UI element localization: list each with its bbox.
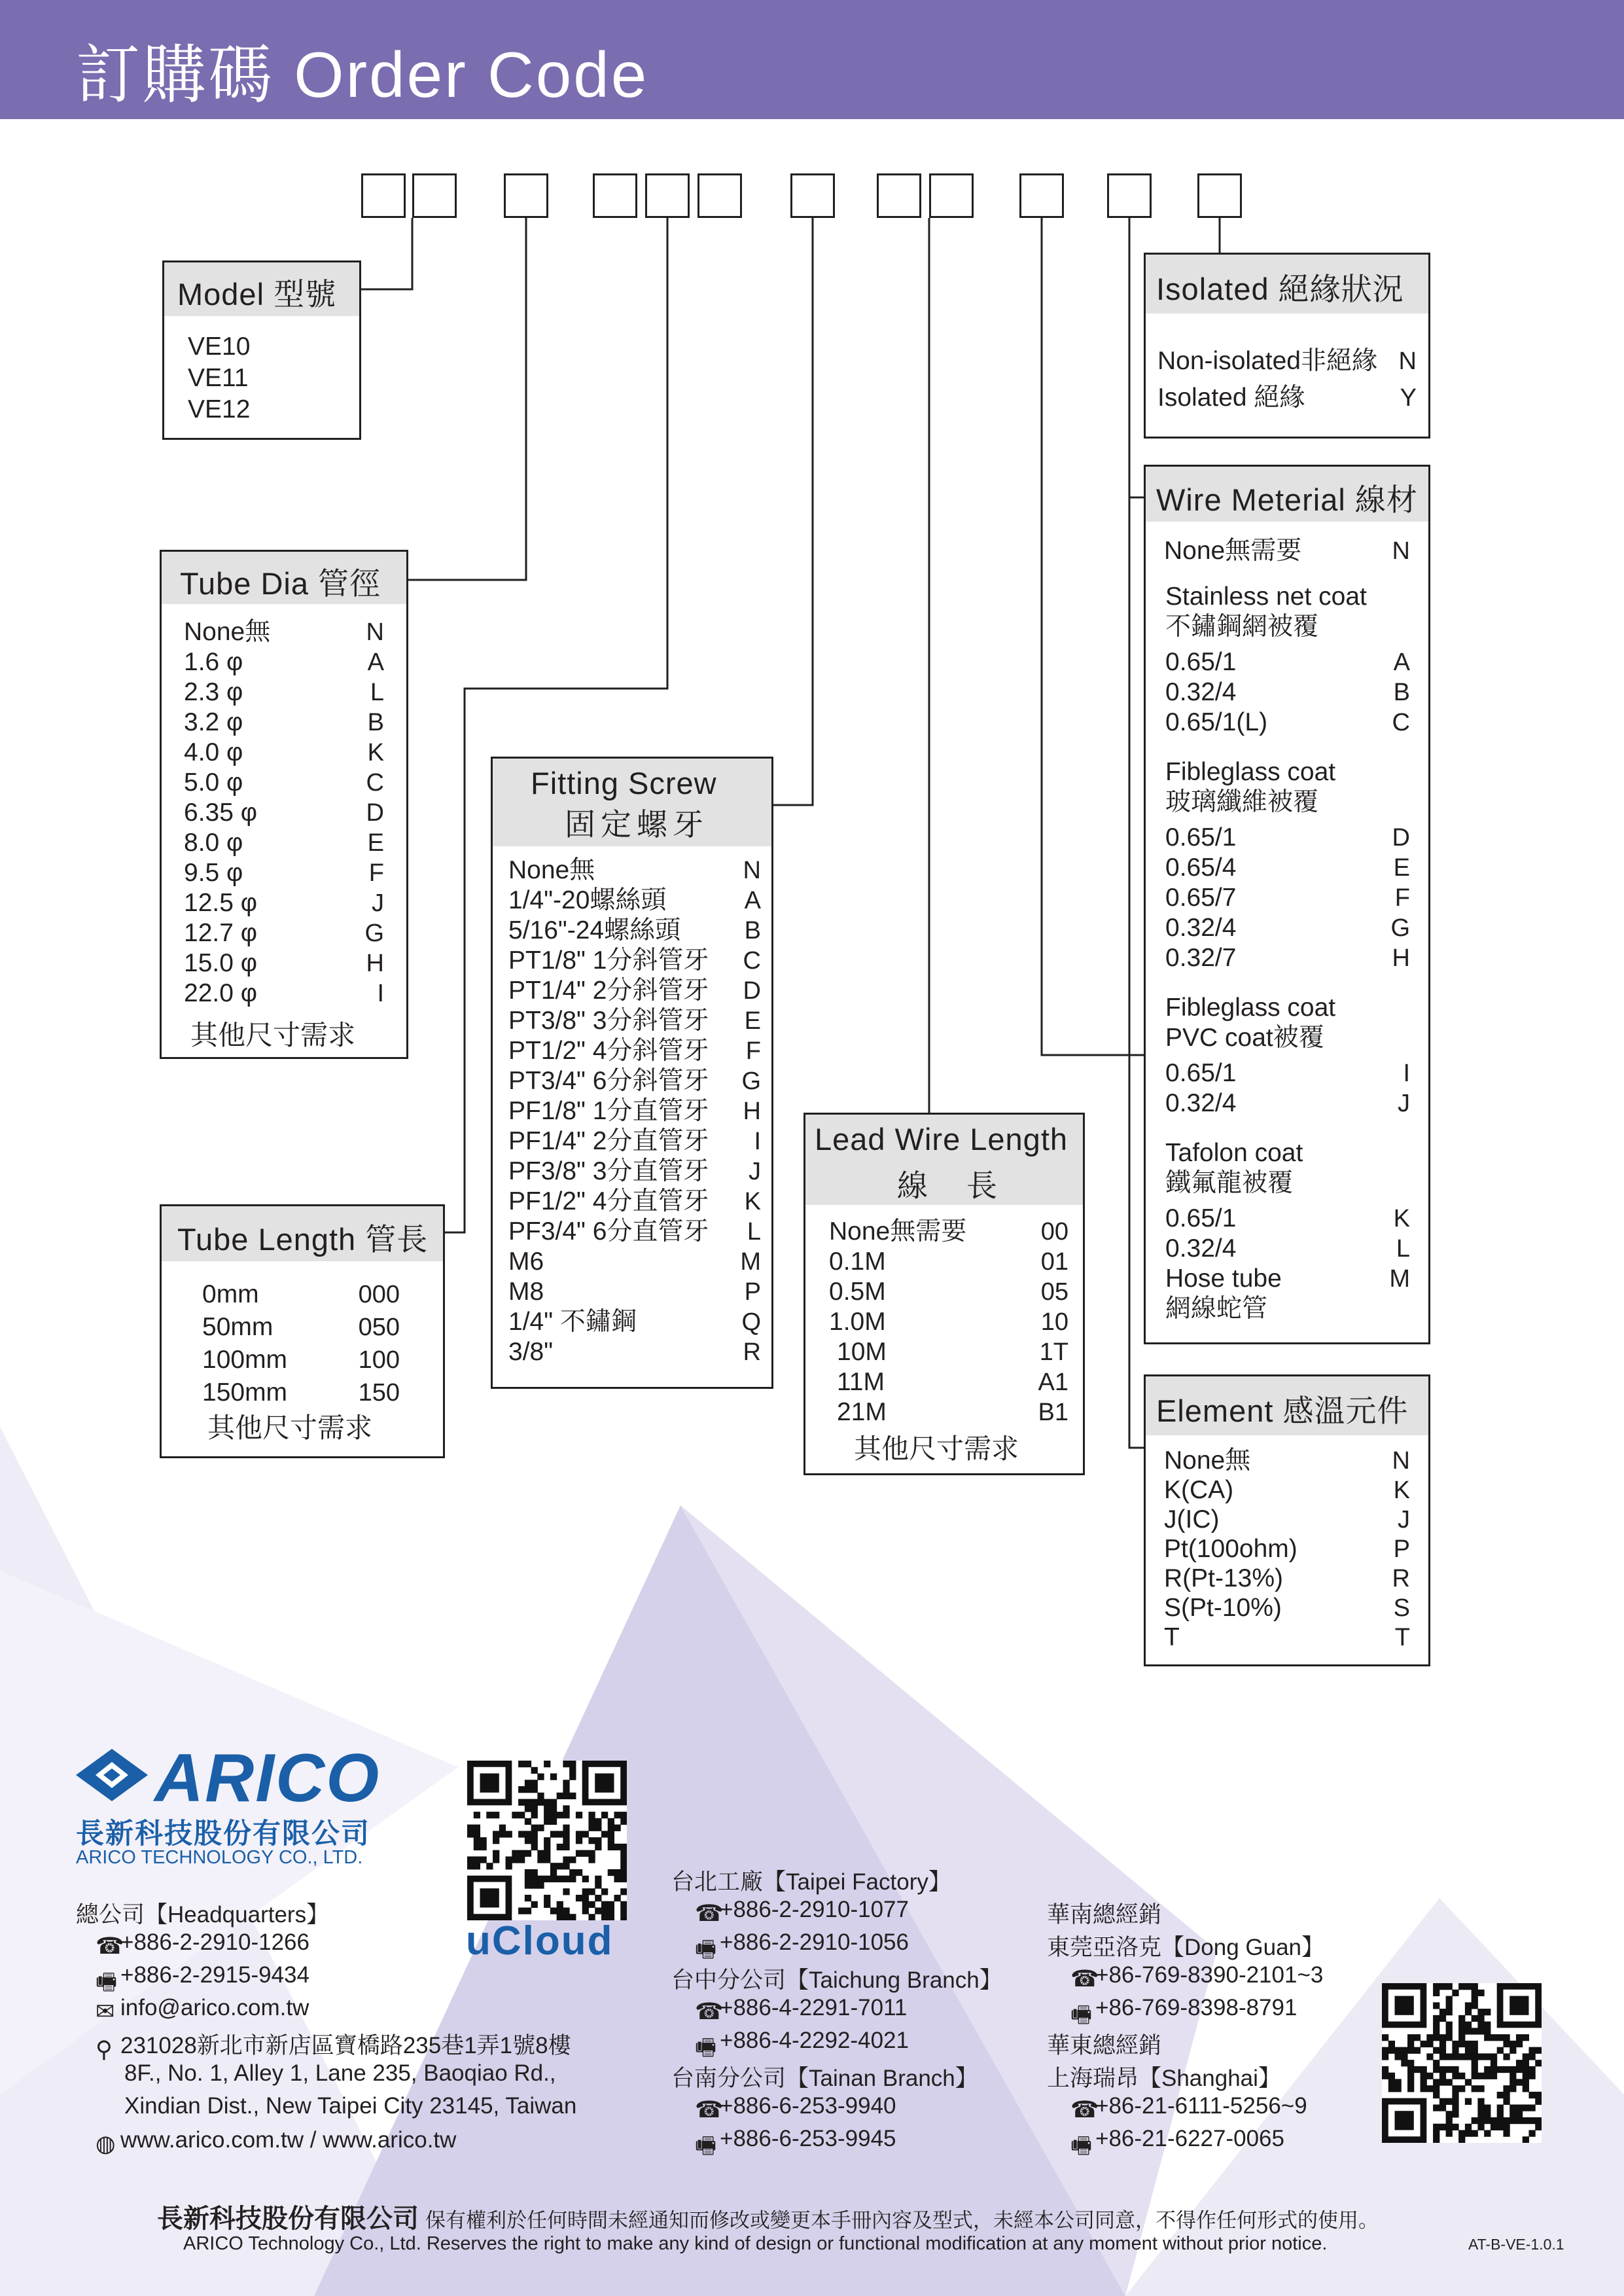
fitting-screw-title-en: Fitting Screw <box>531 766 717 800</box>
model-item: VE12 <box>188 395 251 423</box>
fitting-screw-item-code: H <box>743 1098 761 1125</box>
model-box <box>162 260 361 440</box>
fitting-screw-item-label: PF1/2" 4分直管牙 <box>508 1187 709 1215</box>
taichung-title: 台中分公司【Taichung Branch】 <box>671 1967 1002 1993</box>
wire-material-item-label: 0.32/4 <box>1165 1089 1237 1117</box>
tube-dia-item-label: 8.0 φ <box>184 829 243 857</box>
fitting-screw-title-zh: 固定螺牙 <box>565 807 709 842</box>
fitting-screw-item-label: PT1/8" 1分斜管牙 <box>508 946 709 975</box>
tube-dia-item-code: L <box>370 679 384 706</box>
tube-length-item-label: 150mm <box>202 1378 288 1407</box>
tube-dia-item-code: A <box>367 649 384 676</box>
south-china-sub: 東莞亞洛克【Dong Guan】 <box>1047 1935 1325 1960</box>
fax-icon: 🖷 <box>695 2132 717 2159</box>
south-china-title: 華南總經銷 <box>1047 1902 1162 1928</box>
lead-wire-note: 其他尺寸需求 <box>854 1433 1019 1464</box>
ucloud-qr-code <box>467 1761 627 1920</box>
east-china-title: 華東總經銷 <box>1047 2033 1162 2058</box>
tube-length-item-label: 0mm <box>202 1280 259 1308</box>
fitting-screw-item-label: PF3/8" 3分直管牙 <box>508 1157 709 1185</box>
lead-wire-item-label: 10M <box>837 1338 887 1366</box>
fitting-screw-item-label: None無 <box>508 856 595 884</box>
east-china-sub: 上海瑞昂【Shanghai】 <box>1047 2066 1281 2091</box>
tube-dia-item-code: C <box>366 769 384 797</box>
tube-dia-item-code: N <box>366 619 384 646</box>
tainan-phone: ☎+886-6-253-9940 <box>695 2093 896 2123</box>
lead-wire-item-label: 1.0M <box>829 1308 886 1336</box>
lead-wire-box <box>803 1113 1085 1475</box>
tube-dia-item-label: 2.3 φ <box>184 678 243 706</box>
element-box <box>1144 1374 1430 1666</box>
taichung-fax: 🖷 +886-4-2292-4021 <box>695 2028 909 2060</box>
tube-length-item-label: 50mm <box>202 1313 274 1341</box>
fitting-screw-item-code: N <box>743 857 761 884</box>
wire-material-group-subtitle-label: 玻璃纖維被覆 <box>1165 788 1319 816</box>
fitting-screw-item-label: 5/16"-24螺絲頭 <box>508 916 681 944</box>
tube-dia-note: 其他尺寸需求 <box>190 1020 356 1050</box>
fitting-screw-item-label: PF1/8" 1分直管牙 <box>508 1097 709 1125</box>
wire-material-item-label: 0.32/7 <box>1165 944 1237 972</box>
wire-material-item-code: J <box>1398 1090 1410 1117</box>
arico-logo-icon <box>76 1749 148 1801</box>
element-item-label: K(CA) <box>1164 1476 1234 1504</box>
element-item-code: P <box>1393 1535 1410 1563</box>
element-item-code: R <box>1392 1565 1410 1592</box>
fax-icon: 🖷 <box>96 1969 118 1995</box>
wire-material-item-label: 網線蛇管 <box>1165 1295 1268 1323</box>
east-china-phone: ☎+86-21-6111-5256~9 <box>1070 2093 1307 2123</box>
tube-length-box <box>160 1204 445 1458</box>
lead-wire-item-code: B1 <box>1038 1399 1068 1426</box>
taipei-fax: 🖷 +886-2-2910-1056 <box>695 1929 909 1962</box>
footer-en: ARICO Technology Co., Ltd. Reserves the right to make any kind of design or functional modification at any moment without prior notice. <box>183 2233 1328 2254</box>
fitting-screw-item-label: M8 <box>508 1278 544 1306</box>
tube-dia-item-label: None無 <box>184 618 271 646</box>
fax-icon: 🖷 <box>1070 2001 1093 2028</box>
element-item-label: J(IC) <box>1164 1505 1220 1534</box>
fitting-screw-item-label: PT3/4" 6分斜管牙 <box>508 1067 709 1095</box>
lead-wire-item-code: 00 <box>1040 1218 1068 1246</box>
tube-dia-item-code: K <box>367 739 384 766</box>
tube-dia-item-code: F <box>368 859 384 887</box>
fitting-screw-item-code: E <box>744 1007 761 1035</box>
wire-material-none-code: N <box>1392 537 1410 565</box>
taichung-phone: ☎+886-4-2291-7011 <box>695 1995 908 2024</box>
wire-material-item-code: G <box>1390 914 1410 942</box>
fitting-screw-item-code: B <box>744 917 761 944</box>
tube-dia-item-code: B <box>367 709 384 736</box>
brand-name: ARICO <box>154 1740 381 1816</box>
tube-length-note: 其他尺寸需求 <box>207 1412 373 1443</box>
tainan-title: 台南分公司【Tainan Branch】 <box>671 2066 978 2091</box>
fitting-screw-item-label: PT3/8" 3分斜管牙 <box>508 1007 709 1035</box>
wire-material-item-code: M <box>1389 1265 1410 1293</box>
wire-material-title: Wire Meterial 線材 <box>1156 482 1418 517</box>
fitting-screw-item-code: P <box>744 1278 761 1306</box>
wire-material-box <box>1144 465 1430 1344</box>
lead-wire-item-code: A1 <box>1038 1369 1068 1396</box>
fax-icon: 🖷 <box>695 1936 717 1962</box>
tube-length-item-code: 100 <box>358 1346 400 1374</box>
phone-icon: ☎ <box>96 1933 124 1959</box>
south-china-fax: 🖷 +86-769-8398-8791 <box>1070 1995 1297 2028</box>
wire-material-item-code: F <box>1394 884 1410 912</box>
lead-wire-title-en: Lead Wire Length <box>815 1122 1068 1157</box>
model-title: Model 型號 <box>177 277 337 312</box>
isolated-title: Isolated 絕緣狀況 <box>1156 272 1404 306</box>
wire-material-item-label: 0.65/4 <box>1165 853 1237 882</box>
version-code: AT-B-VE-1.0.1 <box>1468 2236 1564 2253</box>
company-name-zh: 長新科技股份有限公司 <box>76 1818 370 1850</box>
model-item: VE10 <box>188 332 251 361</box>
isolated-item-code: Y <box>1400 384 1417 412</box>
lead-wire-item-label: None無需要 <box>829 1217 967 1246</box>
hq-web[interactable]: ◍ www.arico.com.tw / www.arico.tw <box>96 2127 457 2157</box>
fitting-screw-item-code: Q <box>741 1308 761 1336</box>
fitting-screw-item-label: 1/4"-20螺絲頭 <box>508 886 667 914</box>
fitting-screw-item-label: M6 <box>508 1247 544 1276</box>
mail-icon: ✉ <box>96 1998 115 2024</box>
tube-dia-title: Tube Dia 管徑 <box>180 566 381 601</box>
wire-material-group-title-label: Tafolon coat <box>1165 1139 1303 1167</box>
fitting-screw-item-code: C <box>743 947 761 975</box>
tainan-fax: 🖷 +886-6-253-9945 <box>695 2126 896 2159</box>
lead-wire-item-code: 10 <box>1040 1308 1068 1336</box>
wire-material-item-code: D <box>1392 824 1410 852</box>
footer-zh: 長新科技股份有限公司 保有權利於任何時間未經通知而修改或變更本手冊內容及型式，未經本公司同意，不得作任何形式的使用。 <box>157 2204 1379 2233</box>
tube-dia-item-code: H <box>366 950 384 977</box>
element-item-code: K <box>1393 1477 1410 1504</box>
fitting-screw-item-code: L <box>747 1218 761 1246</box>
fitting-screw-item-label: 3/8" <box>508 1338 554 1366</box>
element-item-label: T <box>1164 1623 1180 1651</box>
wire-material-item-label: 0.32/4 <box>1165 914 1237 942</box>
lead-wire-item-label: 11M <box>837 1368 885 1396</box>
wire-material-group-title-label: Stainless net coat <box>1165 583 1367 611</box>
tube-length-item-label: 100mm <box>202 1346 288 1374</box>
phone-icon: ☎ <box>1070 1965 1099 1992</box>
taipei-title: 台北工廠【Taipei Factory】 <box>671 1869 951 1895</box>
element-item-code: N <box>1392 1447 1410 1475</box>
tube-dia-item-code: I <box>377 980 384 1007</box>
fitting-screw-item-code: J <box>749 1158 761 1185</box>
element-item-label: None無 <box>1164 1446 1251 1475</box>
tube-dia-item-label: 4.0 φ <box>184 738 243 766</box>
lead-wire-item-code: 1T <box>1039 1338 1068 1366</box>
phone-icon: ☎ <box>695 1998 724 2024</box>
ucloud-label: uCloud <box>466 1918 614 1964</box>
east-china-fax: 🖷 +86-21-6227-0065 <box>1070 2126 1284 2159</box>
fitting-screw-item-label: PT1/4" 2分斜管牙 <box>508 977 709 1005</box>
tube-dia-item-label: 12.5 φ <box>184 889 258 917</box>
fitting-screw-item-code: R <box>743 1338 761 1366</box>
tube-dia-item-label: 22.0 φ <box>184 979 258 1007</box>
phone-icon: ☎ <box>695 2096 724 2123</box>
wire-material-group-subtitle-label: 鐵氟龍被覆 <box>1165 1169 1294 1197</box>
element-item-label: S(Pt-10%) <box>1164 1594 1282 1622</box>
company-name-en: ARICO TECHNOLOGY CO., LTD. <box>76 1847 363 1868</box>
hq-email[interactable]: ✉ info@arico.com.tw <box>96 1995 309 2024</box>
tube-dia-item-label: 3.2 φ <box>184 708 243 736</box>
wire-material-item-code: A <box>1393 649 1410 676</box>
fitting-screw-item-label: PF1/4" 2分直管牙 <box>508 1127 709 1155</box>
tube-dia-item-label: 15.0 φ <box>184 949 258 977</box>
tube-dia-item-label: 5.0 φ <box>184 768 243 797</box>
phone-icon: ☎ <box>695 1900 724 1926</box>
wire-material-item-label: 0.65/1 <box>1165 648 1237 676</box>
wire-material-item-label: Hose tube <box>1165 1265 1282 1293</box>
hq-address-zh: ⚲ 231028新北市新店區寶橋路235巷1弄1號8樓 <box>96 2033 571 2062</box>
phone-icon: ☎ <box>1070 2096 1099 2123</box>
tube-length-title: Tube Length 管長 <box>177 1222 429 1257</box>
lead-wire-item-label: 0.5M <box>829 1278 886 1306</box>
fax-icon: 🖷 <box>1070 2132 1093 2159</box>
tube-dia-item-code: E <box>367 829 384 857</box>
isolated-item-label: Non-isolated非絕緣 <box>1157 347 1377 375</box>
hq-address-en2: Xindian Dist., New Taipei City 23145, Taiwan <box>124 2093 577 2119</box>
isolated-box <box>1144 253 1430 439</box>
wire-material-item-label: 0.65/1(L) <box>1165 708 1268 736</box>
wire-material-item-label: 0.65/1 <box>1165 1059 1237 1087</box>
wire-material-group-title-label: Fibleglass coat <box>1165 758 1336 786</box>
element-item-label: R(Pt-13%) <box>1164 1564 1284 1592</box>
element-item-code: T <box>1394 1624 1410 1651</box>
website-qr-code <box>1382 1983 1542 2143</box>
globe-icon: ◍ <box>96 2130 116 2157</box>
wire-material-group-subtitle-label: 不鏽鋼網被覆 <box>1165 613 1319 641</box>
location-icon: ⚲ <box>96 2036 113 2062</box>
fitting-screw-item-label: PF3/4" 6分直管牙 <box>508 1217 709 1246</box>
element-item-label: Pt(100ohm) <box>1164 1535 1297 1563</box>
fitting-screw-item-code: A <box>744 887 761 914</box>
isolated-item-code: N <box>1398 348 1417 375</box>
tube-dia-item-code: D <box>366 799 384 827</box>
hq-fax: 🖷 +886-2-2915-9434 <box>96 1962 309 1995</box>
hq-phone: ☎+886-2-2910-1266 <box>96 1929 309 1959</box>
wire-material-item-code: B <box>1393 679 1410 706</box>
fitting-screw-item-code: M <box>740 1248 761 1276</box>
lead-wire-item-code: 05 <box>1040 1278 1068 1306</box>
tube-dia-item-label: 9.5 φ <box>184 859 243 887</box>
hq-address-en1: 8F., No. 1, Alley 1, Lane 235, Baoqiao Rd., <box>124 2060 556 2086</box>
element-item-code: J <box>1398 1506 1410 1534</box>
fitting-screw-item-label: PT1/2" 4分斜管牙 <box>508 1037 709 1065</box>
wire-material-item-code: E <box>1393 854 1410 882</box>
wire-material-item-code: I <box>1403 1060 1410 1087</box>
wire-material-group-subtitle-label: PVC coat被覆 <box>1165 1024 1324 1052</box>
tube-dia-item-code: J <box>372 889 384 917</box>
tube-dia-item-label: 12.7 φ <box>184 919 258 947</box>
tube-length-item-code: 150 <box>358 1379 400 1407</box>
wire-material-item-label: 0.32/4 <box>1165 1234 1237 1263</box>
wire-material-item-code: H <box>1392 944 1410 972</box>
south-china-phone: ☎+86-769-8390-2101~3 <box>1070 1962 1324 1992</box>
lead-wire-item-label: 0.1M <box>829 1247 886 1276</box>
wire-material-none-label: None無需要 <box>1164 537 1302 565</box>
wire-material-item-code: C <box>1392 709 1410 736</box>
isolated-item-label: Isolated 絕緣 <box>1157 384 1305 412</box>
fitting-screw-item-code: G <box>741 1067 761 1095</box>
hq-title: 總公司【Headquarters】 <box>76 1902 330 1928</box>
fitting-screw-box <box>491 757 773 1389</box>
fitting-screw-item-label: 1/4" 不鏽鋼 <box>508 1308 637 1336</box>
tube-dia-item-label: 1.6 φ <box>184 648 243 676</box>
lead-wire-title-zh: 線 長 <box>897 1168 1001 1203</box>
wire-material-item-code: K <box>1393 1205 1410 1232</box>
fitting-screw-item-code: F <box>745 1037 761 1065</box>
taipei-phone: ☎+886-2-2910-1077 <box>695 1897 909 1926</box>
model-item: VE11 <box>188 364 249 392</box>
wire-material-item-label: 0.65/1 <box>1165 1204 1237 1232</box>
wire-material-item-code: L <box>1396 1235 1410 1263</box>
element-item-code: S <box>1393 1594 1410 1622</box>
wire-material-item-label: 0.65/1 <box>1165 823 1237 852</box>
wire-material-item-label: 0.65/7 <box>1165 884 1237 912</box>
wire-material-group-title-label: Fibleglass coat <box>1165 994 1336 1022</box>
tube-dia-item-label: 6.35 φ <box>184 798 258 827</box>
fitting-screw-item-code: D <box>743 977 761 1005</box>
wire-material-item-label: 0.32/4 <box>1165 678 1237 706</box>
lead-wire-item-code: 01 <box>1040 1248 1068 1276</box>
lead-wire-item-label: 21M <box>837 1398 887 1426</box>
fitting-screw-item-code: I <box>754 1128 761 1155</box>
tube-dia-box <box>160 550 408 1059</box>
tube-length-item-code: 050 <box>358 1314 400 1341</box>
fax-icon: 🖷 <box>695 2034 717 2060</box>
tube-dia-item-code: G <box>364 920 384 947</box>
fitting-screw-item-code: K <box>744 1188 761 1215</box>
element-title: Element 感溫元件 <box>1156 1393 1409 1428</box>
page-title: 訂購碼 Order Code <box>76 39 649 111</box>
tube-length-item-code: 000 <box>358 1281 400 1308</box>
